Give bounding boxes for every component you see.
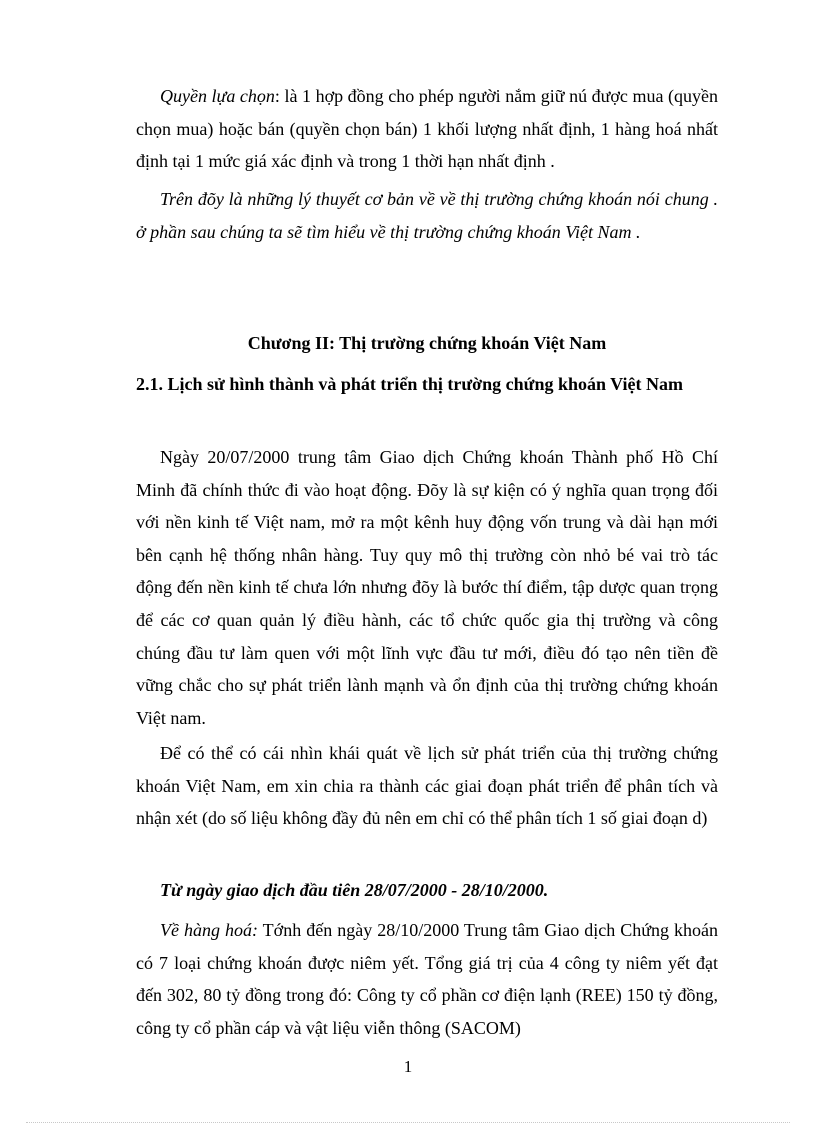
term-goods: Về hàng hoá: <box>160 920 258 940</box>
chapter-title: Chương II: Thị trường chứng khoán Việt Nam <box>247 333 607 353</box>
goods-text: Tớnh đến ngày 28/10/2000 Trung tâm Giao dịch Chứng khoán có 7 loại chứng khoán được niêm yết. Tổng giá trị của 4 công ty niêm yết đạt đến 302, 80 tỷ đồng trong đó: Công ty cổ phần cơ điện lạnh (REE) 150 tỷ đồng, công ty cổ phần cáp và vật liệu viễn thông (SACOM) <box>136 920 718 1038</box>
page-number: 1 <box>403 1057 413 1076</box>
paragraph-goods <box>136 914 718 1044</box>
paragraph-summary: Trên đõy là những lý thuyết cơ bản về về thị trường chứng khoán nói chung . ở phần sau chúng ta sẽ tìm hiểu về thị trường chứng khoán Việt Nam . <box>136 189 718 242</box>
options-definition-text: : là 1 hợp đồng cho phép người nắm giữ nú được mua (quyền chọn mua) hoặc bán (quyền chọn bán) 1 khối lượng nhất định, 1 hàng hoá nhất định tại 1 mức giá xác định và trong 1 thời hạn nhất định . <box>136 86 718 172</box>
term-options: Quyền lựa chọn <box>160 86 275 106</box>
section-title: 2.1. Lịch sử hình thành và phát triển thị trường chứng khoán Việt Nam <box>136 374 683 394</box>
subheading-period: Từ ngày giao dịch đầu tiên 28/07/2000 - 28/10/2000. <box>160 880 549 900</box>
paragraph-options-definition <box>136 80 718 178</box>
paragraph-history: Ngày 20/07/2000 trung tâm Giao dịch Chứng khoán Thành phố Hồ Chí Minh đã chính thức đi vào hoạt động. Đõy là sự kiện có ý nghĩa quan trọng đối với nền kinh tế Việt nam, mở ra một kênh huy động vốn trung và dài hạn mới bên cạnh hệ thống nhân hàng. Tuy quy mô thị trường còn nhỏ bé vai trò tác động đến nền kinh tế chưa lớn nhưng đõy là bước thí điểm, tập dược quan trọng để các cơ quan quản lý điều hành, các tổ chức quốc gia thị trường và công chúng đầu tư làm quen với một lĩnh vực đầu tư mới, điều đó tạo nên tiền đề vững chắc cho sự phát triển lành mạnh và ổn định của thị trường chứng khoán Việt nam. <box>136 447 718 728</box>
paragraph-overview: Để có thể có cái nhìn khái quát về lịch sử phát triển của thị trường chứng khoán Việt Nam, em xin chia ra thành các giai đoạn phát triển để phân tích và nhận xét (do số liệu không đầy đủ nên em chỉ có thể phân tích 1 số giai đoạn d) <box>136 743 718 829</box>
